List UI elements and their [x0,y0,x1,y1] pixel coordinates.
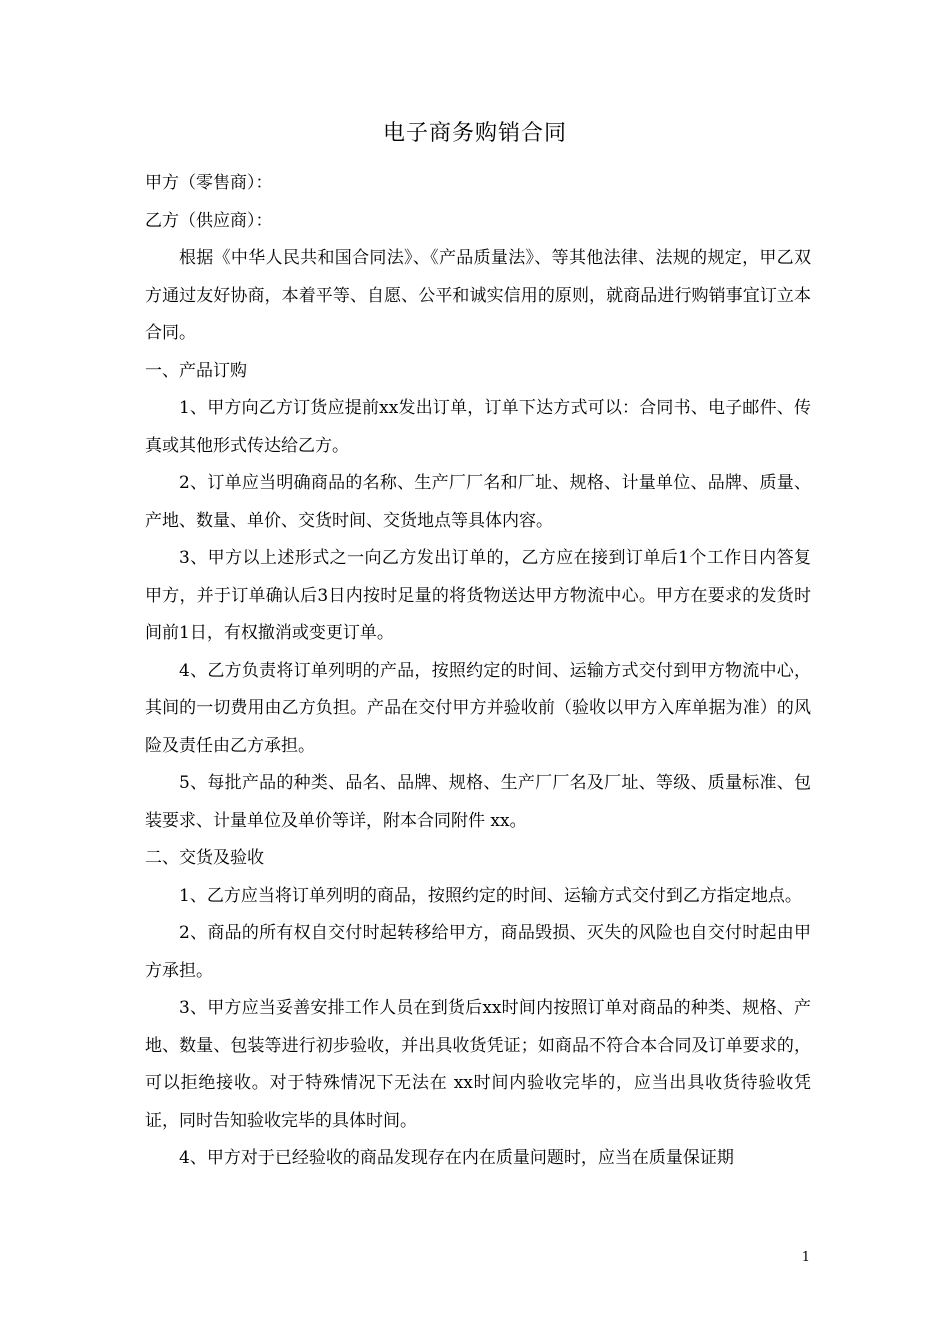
preamble-paragraph: 根据《中华人民共和国合同法》、《产品质量法》、等其他法律、法规的规定，甲乙双方通过友好协商，本着平等、自愿、公平和诚实信用的原则，就商品进行购销事宜订立本合同。 [145,248,811,343]
party-a-line: 甲方（零售商）： [145,173,273,193]
section-heading: 二、交货及验收 [145,848,264,868]
clause-paragraph: 3、甲方应当妥善安排工作人员在到货后xx时间内按照订单对商品的种类、规格、产地、数量、包装等进行初步验收，并出具收货凭证；如商品不符合本合同及订单要求的，可以拒绝接收。对于特殊情况下无法在 xx时间内验收完毕的，应当出具收货待验收凭证，同时告知验收完毕的具体时间。 [145,998,811,1131]
clause-paragraph: 1、乙方应当将订单列明的商品，按照约定的时间、运输方式交付到乙方指定地点。 [179,885,802,906]
document-title: 电子商务购销合同 [382,121,567,146]
clause-paragraph: 2、商品的所有权自交付时起转移给甲方，商品毁损、灭失的风险也自交付时起由甲方承担。 [145,923,811,981]
clause-paragraph: 5、每批产品的种类、品名、品牌、规格、生产厂厂名及厂址、等级、质量标准、包装要求、计量单位及单价等详，附本合同附件 xx。 [145,773,811,831]
page-number: 1 [801,1250,810,1265]
party-b-line: 乙方（供应商）： [145,210,273,231]
clause-paragraph: 4、甲方对于已经验收的商品发现存在内在质量问题时，应当在质量保证期 [179,1148,734,1168]
clause-paragraph: 3、甲方以上述形式之一向乙方发出订单的，乙方应在接到订单后1个工作日内答复甲方，并于订单确认后3日内按时足量的将货物送达甲方物流中心。甲方在要求的发货时间前1日，有权撤消或变更订单。 [145,548,811,643]
clause-paragraph: 4、乙方负责将订单列明的产品，按照约定的时间、运输方式交付到甲方物流中心，其间的一切费用由乙方负担。产品在交付甲方并验收前（验收以甲方入库单据为准）的风险及责任由乙方承担。 [145,660,811,756]
clause-paragraph: 2、订单应当明确商品的名称、生产厂厂名和厂址、规格、计量单位、品牌、质量、产地、数量、单价、交货时间、交货地点等具体内容。 [145,473,811,531]
document-body [145,165,811,1178]
section-heading: 一、产品订购 [145,360,247,381]
clause-paragraph: 1、甲方向乙方订货应提前xx发出订单，订单下达方式可以：合同书、电子邮件、传真或其他形式传达给乙方。 [145,398,811,456]
